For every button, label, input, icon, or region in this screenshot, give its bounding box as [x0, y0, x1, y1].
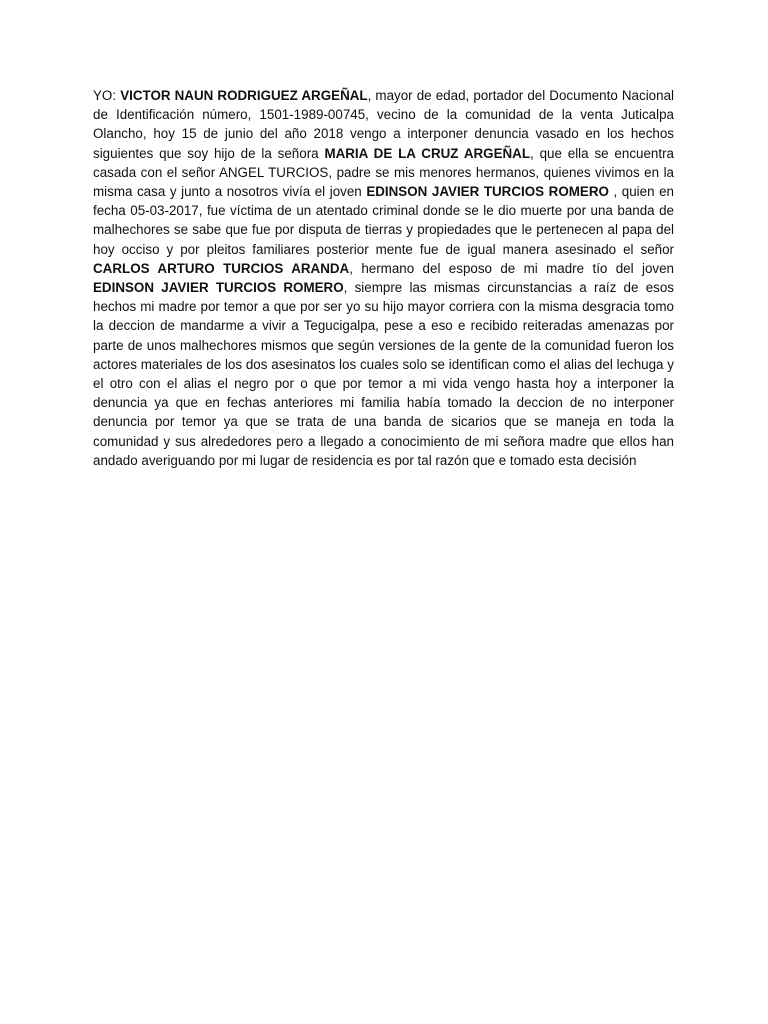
text-run: , que ella se encuentra casada con el señor ANGEL TURCIOS, padre se mis menores hermanos, quienes vivimos en la misma casa y junto a nosotros vivía el joven — [93, 145, 674, 200]
name-victor-naun: VICTOR NAUN RODRIGUEZ ARGEÑAL — [120, 88, 368, 103]
text-run: , quien en fecha 05-03-2017, fue víctima de un atentado criminal donde se le dio muerte por una banda de malhechores se sabe que fue por disputa de tierras y propiedades que le pertenecen al papa del hoy occiso y por pleitos familiares posterior mente fue de igual manera asesinado el señor — [93, 184, 674, 257]
text-run: , hermano del esposo de mi madre tío del joven — [349, 260, 674, 276]
name-maria-de-la-cruz: MARIA DE LA CRUZ ARGEÑAL — [324, 145, 531, 161]
text-run: , siempre las mismas circunstancias a raíz de esos hechos mi madre por temor a que por ser yo su hijo mayor corriera con la misma desgracia tomo la deccion de mandarme a vivir a Tegucigalpa, pese a eso e recibido reiteradas amenazas por parte de unos malhechores mismos que según versiones de la gente de la comunidad fueron los actores materiales de los dos asesinatos los cuales solo se identifican como el alias del lechuga y el otro con el alias el negro por o que por temor a mi vida vengo hasta hoy a interponer la denuncia ya que en fechas anteriores mi familia había tomado la deccion de no interponer denuncia por temor ya que se trata de una banda de sicarios que se maneja en toda la comunidad y sus alrededores pero a llegado a conocimiento de mi señora madre que ellos han andado averiguando por mi lugar de residencia es por tal razón que e tomado esta decisión — [93, 280, 674, 468]
name-edinson-javier: EDINSON JAVIER TURCIOS ROMERO — [366, 184, 609, 200]
text-run: YO: — [93, 88, 121, 103]
name-carlos-arturo: CARLOS ARTURO TURCIOS ARANDA — [93, 260, 350, 276]
name-edinson-javier: EDINSON JAVIER TURCIOS ROMERO — [93, 280, 344, 296]
statement-paragraph — [93, 86, 674, 470]
text-run: , mayor de edad, portador del Documento Nacional de Identificación número, 1501-1989-00745, vecino de la comunidad de la venta Juticalpa Olancho, hoy 15 de junio del año 2018 vengo a interponer denuncia vasado en los hechos siguientes que soy hijo de la señora — [93, 88, 674, 161]
